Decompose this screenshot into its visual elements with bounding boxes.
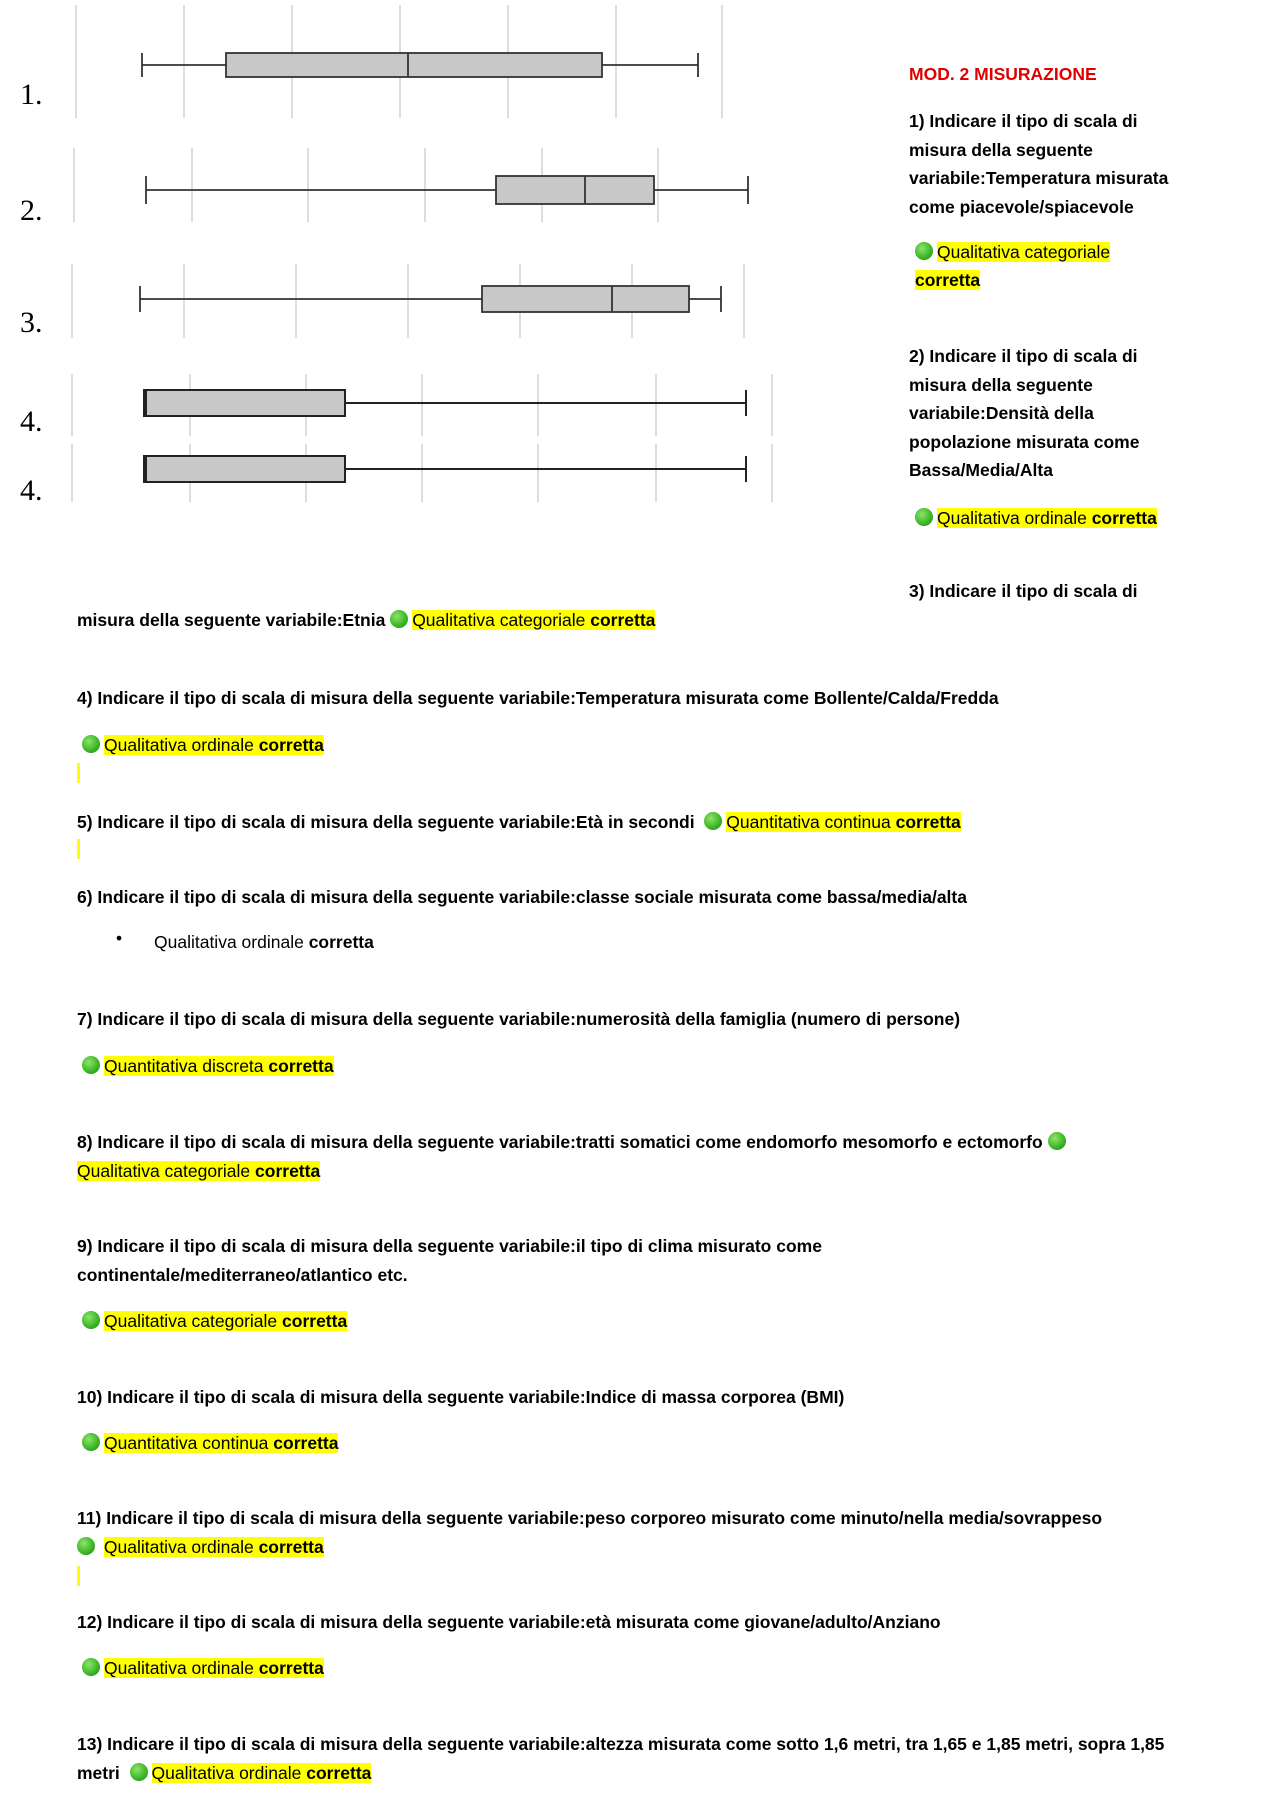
question-7: 7) Indicare il tipo di scala di misura della seguente variabile:numerosità della famiglia (numero di persone) bbox=[77, 1009, 961, 1029]
correct-dot-icon bbox=[1048, 1132, 1066, 1150]
question-12: 12) Indicare il tipo di scala di misura della seguente variabile:età misurata come giovane/adulto/Anziano bbox=[77, 1612, 941, 1632]
answer-4: Qualitativa ordinale corretta bbox=[82, 731, 324, 759]
answer-2: Qualitativa ordinale corretta bbox=[915, 504, 1215, 532]
highlight-mark bbox=[77, 1566, 80, 1586]
page-title: MOD. 2 MISURAZIONE bbox=[909, 64, 1097, 84]
correct-dot-icon bbox=[915, 508, 933, 526]
question-8: 8) Indicare il tipo di scala di misura della seguente variabile:tratti somatici come endomorfo mesomorfo e ectomorfo Qualitativa categoriale corretta bbox=[77, 1128, 1197, 1185]
question-4: 4) Indicare il tipo di scala di misura della seguente variabile:Temperatura misurata come Bollente/Calda/Fredda bbox=[77, 688, 999, 708]
answer-9: Qualitativa categoriale corretta bbox=[82, 1307, 347, 1335]
answer-12: Qualitativa ordinale corretta bbox=[82, 1654, 324, 1682]
question-13: 13) Indicare il tipo di scala di misura della seguente variabile:altezza misurata come sotto 1,6 metri, tra 1,65 e 1,85 metri, sopra 1,85 metri Qualitativa ordinale corretta bbox=[77, 1734, 1165, 1783]
question-3: 3) Indicare il tipo di scala di misura della seguente variabile:Etnia Qualitativa categoriale corretta bbox=[77, 581, 1138, 630]
correct-dot-icon bbox=[704, 812, 722, 830]
correct-dot-icon bbox=[82, 1056, 100, 1074]
correct-dot-icon bbox=[390, 610, 408, 628]
answer-6: Qualitativa ordinale corretta bbox=[154, 932, 374, 952]
plot-label-4b: 4. bbox=[20, 474, 43, 507]
boxplot-3 bbox=[0, 258, 860, 343]
question-5: 5) Indicare il tipo di scala di misura della seguente variabile:Età in secondi Quantitativa continua corretta bbox=[77, 812, 961, 832]
highlight-mark bbox=[77, 839, 80, 859]
boxplot-4b bbox=[0, 440, 860, 505]
boxplot-4a bbox=[0, 370, 860, 440]
plot-label-2: 2. bbox=[20, 194, 43, 227]
plot-label-4a: 4. bbox=[20, 405, 43, 438]
question-6: 6) Indicare il tipo di scala di misura della seguente variabile:classe sociale misurata come bassa/media/alta bbox=[77, 887, 967, 907]
question-11: 11) Indicare il tipo di scala di misura della seguente variabile:peso corporeo misurato come minuto/nella media/sovrappeso Qualitativa ordinale corretta bbox=[77, 1508, 1103, 1557]
question-1: 1) Indicare il tipo di scala di misura della seguente variabile:Temperatura misurata come piacevole/spiacevole bbox=[909, 111, 1169, 217]
correct-dot-icon bbox=[130, 1763, 148, 1781]
correct-dot-icon bbox=[82, 1658, 100, 1676]
plot-label-1: 1. bbox=[20, 78, 43, 111]
highlight-mark bbox=[77, 763, 80, 783]
question-10: 10) Indicare il tipo di scala di misura della seguente variabile:Indice di massa corporea (BMI) bbox=[77, 1387, 845, 1407]
answer-8: Qualitativa categoriale corretta bbox=[77, 1160, 321, 1181]
answer-5: Quantitativa continua corretta bbox=[726, 812, 961, 832]
answer-13: Qualitativa ordinale corretta bbox=[151, 1762, 372, 1783]
bullet: • bbox=[116, 928, 123, 948]
correct-dot-icon bbox=[82, 735, 100, 753]
boxplot-1 bbox=[0, 0, 860, 120]
correct-dot-icon bbox=[82, 1433, 100, 1451]
question-9: 9) Indicare il tipo di scala di misura della seguente variabile:il tipo di clima misurato come continentale/mediterraneo/atlantico etc. bbox=[77, 1236, 822, 1285]
correct-dot-icon bbox=[915, 242, 933, 260]
answer-10: Quantitativa continua corretta bbox=[82, 1429, 338, 1457]
correct-dot-icon bbox=[77, 1537, 95, 1555]
answer-1: Qualitativa categoriale corretta bbox=[915, 242, 1111, 290]
answer-11: Qualitativa ordinale corretta bbox=[103, 1536, 324, 1557]
answer-7: Quantitativa discreta corretta bbox=[82, 1052, 334, 1080]
answer-3: Qualitativa categoriale corretta bbox=[412, 609, 656, 630]
correct-dot-icon bbox=[82, 1311, 100, 1329]
question-2: 2) Indicare il tipo di scala di misura della seguente variabile:Densità della popolazione misurata come Bassa/Media/Alta bbox=[909, 346, 1140, 480]
plot-label-3: 3. bbox=[20, 306, 43, 339]
boxplot-2 bbox=[0, 140, 860, 230]
